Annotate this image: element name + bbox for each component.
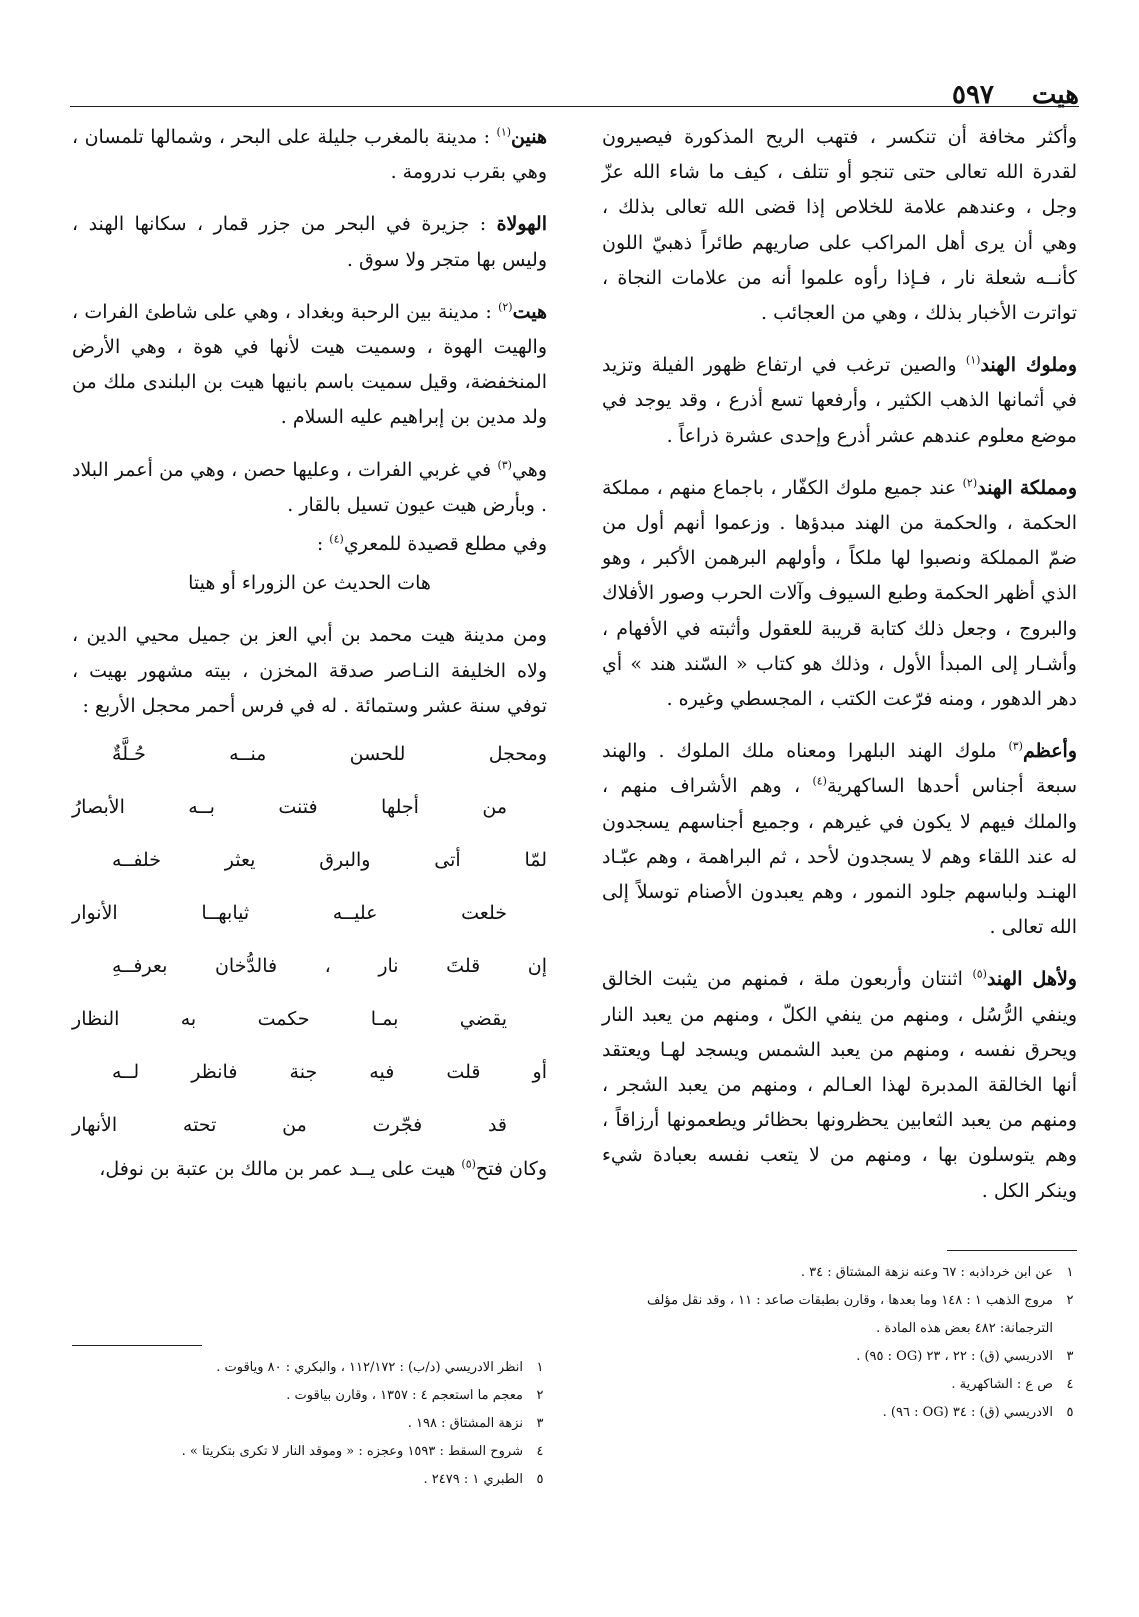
verse-word: يعثر: [224, 849, 256, 872]
verse-word: من: [282, 1114, 307, 1137]
verse-block: [72, 728, 547, 1152]
verse-word: النظار: [72, 1008, 120, 1031]
verse-word: للحسن: [349, 743, 406, 766]
footnote-rule: [72, 1345, 202, 1346]
poem-intro: وفي مطلع قصيدة للمعري$^{(٤)}$ :: [316, 532, 547, 556]
verse-word: لــه: [112, 1061, 140, 1084]
footnote-ref: (٥): [461, 1157, 476, 1171]
headword: وملوك الهند: [980, 354, 1077, 377]
footnote: ٢ مروج الذهب ١ : ١٤٨ وما بعدها ، وقارن بطبقات صاعد : ١١ ، وقد نقل مؤلف الترجمانة: ٤٨٢ بعض هذه المادة .: [646, 1293, 1074, 1336]
verse-word: خلفــه: [112, 849, 161, 872]
verse-line: [72, 728, 547, 781]
verse-word: فتنت: [278, 796, 318, 819]
verse-line: [72, 781, 547, 834]
verse-word: لمّا: [524, 849, 547, 872]
verse-word: حكمت: [257, 1008, 310, 1031]
verse-word: خلعت: [461, 902, 507, 925]
entry: هنين$^{(١)}$ : مدينة بالمغرب جليلة على البحر ، وشمالها تلمسان ، وهي بقرب ندرومة .: [72, 125, 547, 184]
paragraph: وهي$^{(٣)}$ في غربي الفرات ، وعليها حصن ، وهي من أعمر البلاد . وبأرض هيت عيون تسيل بالقار .: [72, 458, 547, 516]
verse-word: قلت: [446, 1061, 481, 1084]
footnote-ref: (٤): [329, 532, 344, 546]
entry: الهولاة : جزيرة في البحر من جزر قمار ، سكانها الهند ، وليس بها متجر ولا سوق .: [72, 213, 547, 271]
headword: ومملكة الهند: [977, 476, 1077, 499]
verse-word: أتى: [434, 849, 461, 872]
verse-word: الأبصارُ: [72, 796, 125, 819]
headword: هنين: [511, 126, 547, 148]
footnote-ref: (٢): [498, 300, 513, 314]
footnote-ref: (٢): [962, 476, 978, 490]
entry: هيت$^{(٢)}$ : مدينة بين الرحبة وبغداد ، وهي على شاطئ الفرات ، والهيت الهوة ، وسميت هيت لأنها في هوة ، وهي الأرض المنخفضة، وقيل سميت باسم بانيها هيت بن البلندى ملك من ولد مدين بن إبراهيم عليه السلام .: [72, 300, 547, 429]
verse-word: الأنوار: [72, 902, 118, 925]
verse-word: والبرق: [319, 849, 371, 872]
verse-word: قد: [487, 1114, 507, 1137]
verse-word: من: [482, 796, 507, 819]
verse-word: فيه: [369, 1061, 395, 1084]
page-number: ٥٩٧: [952, 80, 994, 110]
verse-word: تحته: [182, 1114, 217, 1137]
footnote: ٤ شروح السقط : ١٥٩٣ وعجزه : « وموقد النار لا تكرى بتكريتا » .: [181, 1444, 544, 1459]
footnote-ref: (٤): [812, 775, 827, 789]
headword: الهولاة: [496, 213, 547, 236]
verse-word: منــه: [229, 743, 267, 766]
paragraph: ومن مدينة هيت محمد بن أبي العز بن جميل محيي الدين ، ولاه الخليفة النـاصر صدقة المخزن ، بيته مشهور بهيت ، توفي سنة عشر وستمائة . له في فرس أحمر محجل الأربع :: [72, 624, 547, 717]
header-rule: [70, 106, 1079, 107]
verse-line: [72, 834, 547, 887]
verse-word: بمـا: [370, 1008, 399, 1031]
paragraph: وأعظم$^{(٣)}$ ملوك الهند البلهرا ومعناه ملك الملوك . والهند سبعة أجناس أحدها الساكهرية$^{(٤)}$ ، وهم الأشراف منهم ، والملك فيهم لا يكون في غيرهم ، وجميع أجناسهم يسجدون له عند اللقاء وهم لا يسجدون لأحد ، ثم البراهمة ، وهم عبّـاد الهنـد ولباسهم جلود النمور ، وهم يعبدون الأصنام توسلاً إلى الله تعالى .: [602, 739, 1077, 939]
verse-word: إن: [527, 955, 547, 978]
paragraph: وكان فتح$^{(٥)}$ هيت على يــد عمر بن مالك بن عتبة بن نوفل،: [99, 1157, 547, 1181]
paragraph: ومملكة الهند$^{(٢)}$ عند جميع ملوك الكفّار ، باجماع منهم ، مملكة الحكمة ، والحكمة من الهند مبدؤها . وزعموا أنهم أول من ضمّ المملكة ونصبوا لها ملكاً ، وأولهم البرهمن الأكبر ، وهو الذي أظهر الحكمة وطبع السيوف وآلات الحرب وصور الأفلاك والبروج ، وجعل ذلك كتابة قريبة للعقول وأثبته في الأفهام ، وأشـار إلى المبدأ الأول ، وذلك هو كتاب « السّند هند » أي دهر الدهور ، ومنه فرّعت الكتب ، المجسطي وغيره .: [602, 476, 1077, 711]
verse-word: فانظر: [191, 1061, 238, 1084]
verse-word: أو: [532, 1061, 547, 1084]
left-footnotes: [72, 1345, 547, 1494]
verse-word: بعرفــهِ: [112, 955, 168, 978]
verse-line: [72, 887, 547, 940]
verse-word: ،: [324, 955, 331, 978]
footnote: ٥ الادريسي (ق) : ٣٤ (OG : ٩٦) .: [882, 1405, 1074, 1420]
headword: وأعظم: [1022, 740, 1077, 763]
verse-word: به: [180, 1008, 197, 1031]
paragraph: وملوك الهند$^{(١)}$ والصين ترغب في ارتفاع ظهور الفيلة وتزيد في أثمانها الذهب الكثير ، وأرفعها تسع أذرع ، وقد يوجد في موضع معلوم عندهم عشر أذرع وإحدى عشرة ذراعاً .: [602, 353, 1077, 447]
verse-word: الأنهار: [72, 1114, 118, 1137]
verse-line: [72, 1046, 547, 1099]
footnote: ٤ ص ع : الشاكهرية .: [951, 1377, 1074, 1392]
footnote-ref: (١): [965, 353, 981, 367]
running-header: [70, 70, 1079, 110]
verse-word: أجلها: [381, 796, 419, 819]
verse-line: [72, 993, 547, 1046]
verse-line: [72, 940, 547, 993]
left-column: [72, 120, 547, 1204]
verse-word: بــه: [188, 796, 215, 819]
footnote-ref: (٣): [497, 458, 512, 472]
footnote-ref: (٥): [972, 968, 987, 982]
verse-word: فجّرت: [372, 1114, 423, 1137]
footnote: ٢ معجم ما استعجم ٤ : ١٣٥٧ ، وقارن بياقوت .: [286, 1388, 544, 1403]
headword: ولأهل الهند: [986, 968, 1077, 991]
footnote: ٣ نزهة المشتاق : ١٩٨ .: [407, 1416, 544, 1431]
verse-word: حُـلَّةٌ: [112, 743, 146, 766]
verse-word: عليــه: [332, 902, 378, 925]
footnote: ١ انظر الادريسي (د/ب) : ١١٢/١٧٢ ، والبكري : ٨٠ وياقوت .: [216, 1360, 544, 1375]
verse-word: قلتَ: [446, 955, 481, 978]
footnote-ref: (٣): [1008, 739, 1023, 753]
verse-word: يقضي: [459, 1008, 507, 1031]
verse-word: جنة: [289, 1061, 318, 1084]
verse-word: ومحجل: [488, 743, 547, 766]
verse-word: نار: [378, 955, 399, 978]
right-footnotes: [602, 1250, 1077, 1427]
footnote: ٥ الطبري ١ : ٢٤٧٩ .: [423, 1472, 544, 1487]
footnote: ٣ الادريسي (ق) : ٢٢ ، ٢٣ (OG : ٩٥) .: [856, 1349, 1074, 1364]
poem-line: هات الحديث عن الزوراء أو هيتا: [188, 572, 431, 595]
page-title: هيت: [1031, 80, 1079, 110]
right-column: [602, 120, 1077, 1226]
verse-line: [72, 1099, 547, 1152]
verse-word: فالدُّخان: [214, 955, 278, 978]
paragraph: ولأهل الهند$^{(٥)}$ اثنتان وأربعون ملة ، فمنهم من يثبت الخالق وينفي الرُّسُل ، ومنهم من ينفي الكلّ ، ومنهم من يعبد النار ويحرق نفسه ، ومنهم من يعبد الشمس ويسجد لهـا ويعتقد أنها الخالقة المدبرة لهذا العـالم ، ومنهم من يعبد الشجر ، ومنهم من يعبد الثعابين يحظرونها بحظائر ويطعمونها أرزاقاً ، وهم يتوسلون بها ، ومنهم من لا يتعب نفسه بعبادة شيء وينكر الكل .: [602, 968, 1077, 1202]
paragraph: وأكثر مخافة أن تنكسر ، فتهب الريح المذكورة فيصيرون لقدرة الله تعالى حتى تنجو أو تتلف ، كيف ما شاء الله عزّ وجل ، وعندهم علامة للخلاص إذا قضى الله تعالى بذلك ، وهي أن يرى أهل المراكب على صاريهم طائراً ذهبيّ اللون كأنــه شعلة نار ، فـإذا رأوه علموا أنه من علامات النجاة ، تواترت الأخبار بذلك ، وهي من العجائب .: [602, 126, 1077, 325]
headword: هيت: [512, 300, 547, 323]
footnote: ١ عن ابن خرداذبه : ٦٧ وعنه نزهة المشتاق : ٣٤ .: [800, 1265, 1074, 1280]
footnote-ref: (١): [496, 125, 512, 139]
footnote-rule: [947, 1250, 1077, 1251]
verse-word: ثيابهــا: [201, 902, 250, 925]
